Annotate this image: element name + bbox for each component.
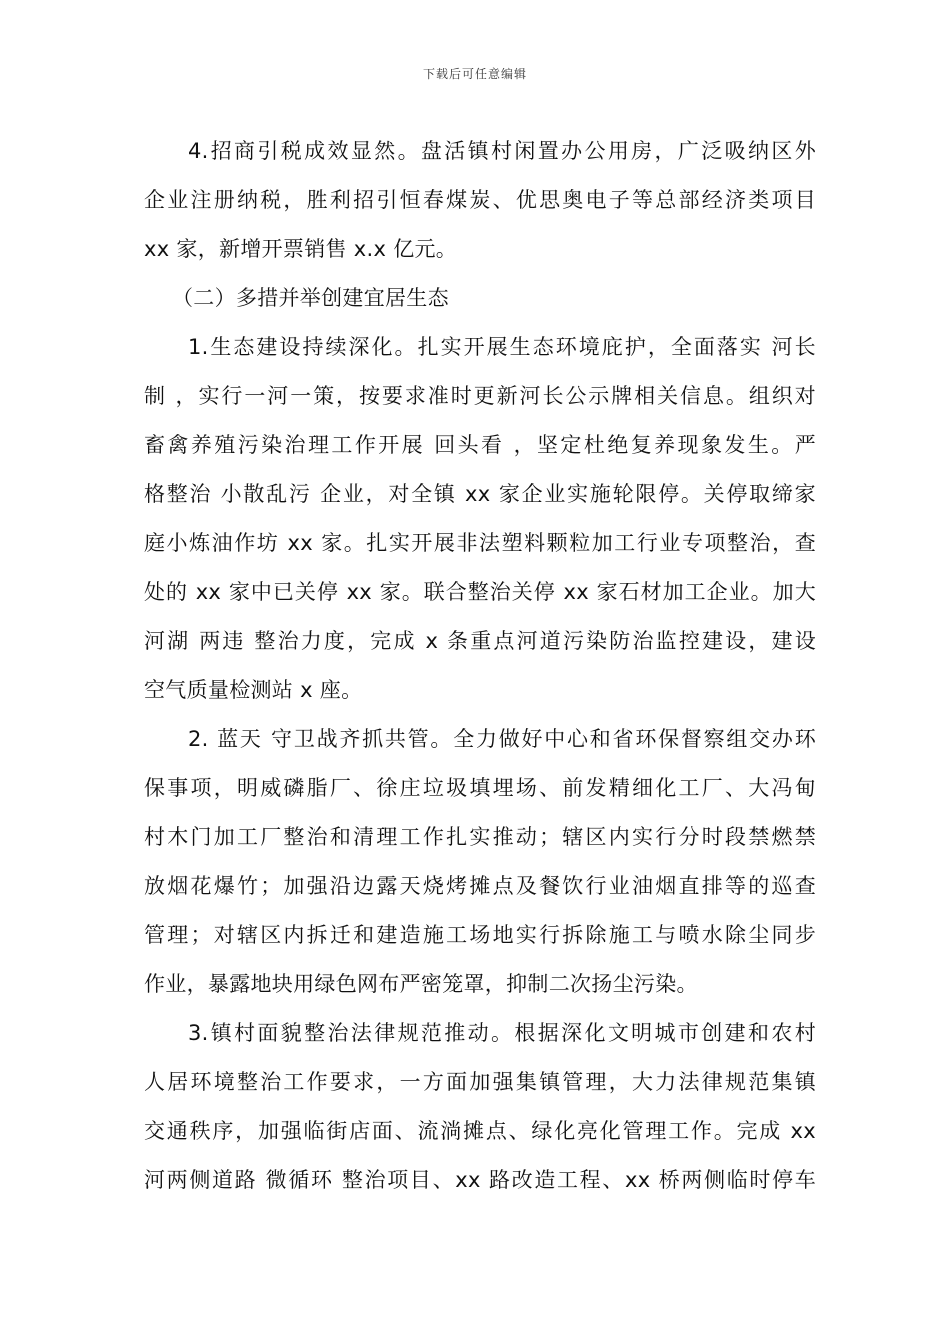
paragraph — [144, 1009, 816, 1205]
text-line: 保事项，明威磷脂厂、徐庄垃圾填埋场、前发精细化工厂、大冯甸 — [144, 776, 816, 800]
paragraph — [144, 715, 816, 1009]
text-line: 庭小炼油作坊 xx 家。扎实开展非法塑料颗粒加工行业专项整治，查 — [144, 531, 816, 555]
text-line: 格整治 小散乱污 企业，对全镇 xx 家企业实施轮限停。关停取缔家 — [144, 482, 816, 506]
text-line: 河两侧道路 微循环 整治项目、xx 路改造工程、xx 桥两侧临时停车 — [144, 1168, 816, 1192]
text-line: 制 ，实行一河一策，按要求准时更新河长公示牌相关信息。组织对 — [144, 384, 816, 408]
text-line: 2. 蓝天 守卫战齐抓共管。全力做好中心和省环保督察组交办环 — [188, 727, 816, 751]
text-line: 放烟花爆竹；加强沿边露天烧烤摊点及餐饮行业油烟直排等的巡查 — [144, 874, 816, 898]
text-line: 作业，暴露地块用绿色网布严密笼罩，抑制二次扬尘污染。 — [144, 972, 698, 996]
page-header: 下载后可任意编辑 — [422, 67, 527, 81]
section-heading — [144, 274, 816, 323]
text-line: 畜禽养殖污染治理工作开展 回头看 ，坚定杜绝复养现象发生。严 — [144, 433, 816, 457]
text-line: 3.镇村面貌整治法律规范推动。根据深化文明城市创建和农村 — [188, 1021, 816, 1045]
text-line: 4.招商引税成效显然。盘活镇村闲置办公用房，广泛吸纳区外 — [188, 139, 816, 163]
document-body — [144, 127, 816, 1205]
text-line: 处的 xx 家中已关停 xx 家。联合整治关停 xx 家石材加工企业。加大 — [144, 580, 816, 604]
text-line: xx 家，新增开票销售 x.x 亿元。 — [144, 237, 458, 261]
text-line: （二）多措并举创建宜居生态 — [172, 286, 449, 310]
text-line: 管理；对辖区内拆迁和建造施工场地实行拆除施工与喷水除尘同步 — [144, 923, 816, 947]
text-line: 人居环境整治工作要求，一方面加强集镇管理，大力法律规范集镇 — [144, 1070, 816, 1094]
paragraph — [144, 323, 816, 715]
text-line: 企业注册纳税，胜利招引恒春煤炭、优思奥电子等总部经济类项目 — [144, 188, 816, 212]
text-line: 交通秩序，加强临街店面、流淌摊点、绿化亮化管理工作。完成 xx — [144, 1119, 816, 1143]
text-line: 河湖 两违 整治力度，完成 x 条重点河道污染防治监控建设，建设 — [144, 629, 816, 653]
text-line: 1.生态建设持续深化。扎实开展生态环境庇护，全面落实 河长 — [188, 335, 816, 359]
text-line: 空气质量检测站 x 座。 — [144, 678, 363, 702]
text-line: 村木门加工厂整治和清理工作扎实推动；辖区内实行分时段禁燃禁 — [144, 825, 816, 849]
paragraph — [144, 127, 816, 274]
